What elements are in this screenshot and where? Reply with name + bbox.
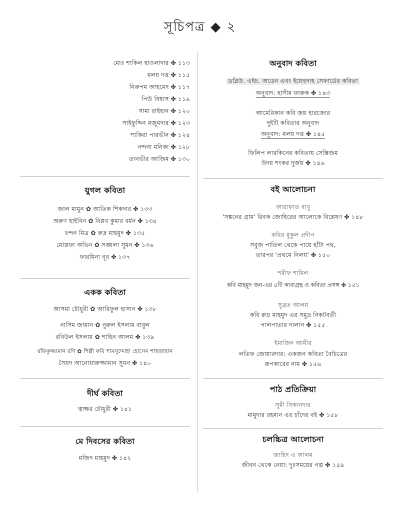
toc-entry [203, 90, 383, 98]
section-divider [203, 428, 383, 429]
section-title-may: মে দিবসের কবিতা [75, 436, 135, 446]
toc-entry-text: অনুবাদ: হাসীম ফারুক ✤ ১৪৩ [255, 90, 331, 97]
toc-entry: চন্দন মিত্র ✿ রুদ্র মাহমুদ ✤ ১৩৫ [65, 230, 145, 237]
toc-entry-text: অনুবাদ: মলয় দত্ত ✤ ১৪৫ [260, 131, 326, 138]
toc-entry: তানভীর আজিম ✤ ১৩০ [128, 156, 190, 163]
toc-entry: ত্বাক্ষর চৌধুরী ✤ ১৪১ [77, 406, 132, 413]
toc-entry: সামা রাইহান ✤ ১২০ [138, 108, 190, 115]
toc-entry: শাকিরা পারভীন ✤ ১২৪ [130, 132, 190, 139]
toc-entry: মোঃ শাকিল হাওলাদার ✤ ১১৩ [113, 60, 190, 67]
toc-entry: রূপকারের নাম ✤ ১৫৬ [264, 361, 322, 368]
toc-entry: জীবন থেকে নেয়া: দুঃসময়ের গল্প ✤ ১৫৯ [241, 462, 345, 469]
toc-author: আরাফাত বাবু [275, 204, 311, 211]
section-divider [203, 378, 383, 379]
toc-entry: তারপর 'প্রথমে নিলয়' ✤ ১৫০ [255, 252, 331, 259]
section-title-cholo: চলচ্চিত্র আলোচনা [262, 434, 324, 444]
toc-entry: আমেরিকান কবি জয় হারজোর [255, 110, 331, 117]
toc-author: ইমাজিন আমীর [274, 340, 312, 347]
toc-entry: 'সঙ্কনের গ্রাম' রিবক জোহিরের আলোকে বিশ্লেষণ ✤ ১৪৮ [222, 214, 364, 221]
toc-entry: উদয় শংকর দুর্জয় ✤ ১৪৬ [261, 160, 325, 167]
toc-entry: সৈয়দ আনোয়ারুজ্জামান সুমন ✤ ১৪০ [58, 360, 152, 367]
toc-entry: ফারমিনা নূর ✤ ১৩৭ [79, 254, 131, 261]
toc-entry: মলয় দত্ত ✤ ১১৫ [147, 72, 190, 79]
section-divider [20, 176, 190, 177]
toc-entry: নাসিম জামান ✿ নুরুল ইসলাম বাবুল [60, 322, 150, 329]
toc-author: জাহিদ এ আলম [273, 452, 313, 459]
toc-entry: সাইফুদ্দিন মজুমদার ✤ ১২৩ [122, 120, 190, 127]
section-divider [20, 378, 190, 379]
left-column [20, 0, 190, 516]
toc-entry: নন্দনা মনিকা ✤ ১২৮ [137, 144, 190, 151]
toc-author: সুমী সিকানদার [275, 402, 311, 409]
toc-entry [203, 131, 383, 139]
toc-entry: দুইটি কবিতার অনুবাদ [266, 120, 320, 127]
toc-entry: আসমা চৌধুরী ✿ আরিফুল হাসান ✤ ১৩৮ [53, 306, 157, 313]
section-title-ekok: একক কবিতা [84, 287, 126, 297]
column-divider [197, 52, 198, 492]
toc-entry: পালপাতার দালান ✤ ১৫৫ [260, 322, 326, 329]
toc-entry: কবি রুদ্র মাহমুদ এর সমুদ্র নিকটবর্তী [249, 312, 337, 319]
toc-entry: অরুণ হাইবিন ✿ বিপ্লব কুমার বর্মন ✤ ১৩৪ [53, 218, 157, 225]
right-column [203, 0, 383, 516]
section-divider [20, 278, 190, 279]
toc-entry: পিউ বিশ্বাস ✤ ১১৯ [141, 96, 190, 103]
section-title-path: পাঠ প্রতিক্রিয়া [269, 384, 317, 394]
toc-author: কবির মুকুল প্রদীপ [271, 232, 315, 239]
toc-entry: মোস্তফা অভিন ✿ সঙ্ঘলা সুমন ✤ ১৩৬ [56, 242, 154, 249]
toc-entry-text: ডব্লিউ. এইচ. অডেন এবং ইয়েহুদাহ সেফার্ডের কবিতা [228, 78, 358, 85]
section-divider [20, 426, 190, 427]
toc-author: সুব্রত আলম [277, 302, 309, 309]
toc-entry [203, 78, 383, 86]
toc-entry: রফিকুজ্জামান রণি ✿ শিল্পী কবি শামসুদ্দোহা হোসেন শাহজাহান [37, 349, 173, 355]
toc-entry: মজিদ মাহমুদ ✤ ১৪২ [78, 455, 132, 462]
toc-entry: লতিফ জোয়ারদার: একজন কবিতা বৈচিত্রের [238, 351, 348, 358]
section-title-dirgho: দীর্ঘ কবিতা [87, 388, 123, 398]
toc-entry: রবিউল ইসলাম ✿ শাহিন আলম ✤ ১৩৯ [55, 334, 155, 341]
toc-entry: ফিলিপ লারকিনের কবিতায় সেক্সিজম [248, 150, 338, 157]
toc-entry: সবুজ পাতিল থেকে পায়ে হাঁটা পথ, [250, 242, 336, 249]
page-title: সূচিপত্র ◆ ২ [163, 20, 237, 35]
section-title-yugal: যুগল কবিতা [84, 185, 126, 195]
section-title-anubad: অনুবাদ কবিতা [269, 58, 317, 68]
section-divider [203, 178, 383, 179]
toc-entry: মামুদার রহমান এর চাঁদের বই ✤ ১৫৮ [247, 412, 339, 419]
toc-entry: জাল মামুন ✿ আতিক শিকদার ✤ ১৩৩ [57, 206, 153, 213]
toc-entry: কবি মাহমুদ জন-এর ৫টি কাব্যগ্রন্থ ও কবিতা প্রসঙ্গ ✤ ১৫১ [226, 283, 360, 289]
toc-entry: নিরুপম আহমেদ ✤ ১১৭ [129, 84, 190, 91]
section-title-boi: বই আলোচনা [270, 184, 316, 194]
toc-author: শরীফ শামিল [277, 270, 309, 277]
